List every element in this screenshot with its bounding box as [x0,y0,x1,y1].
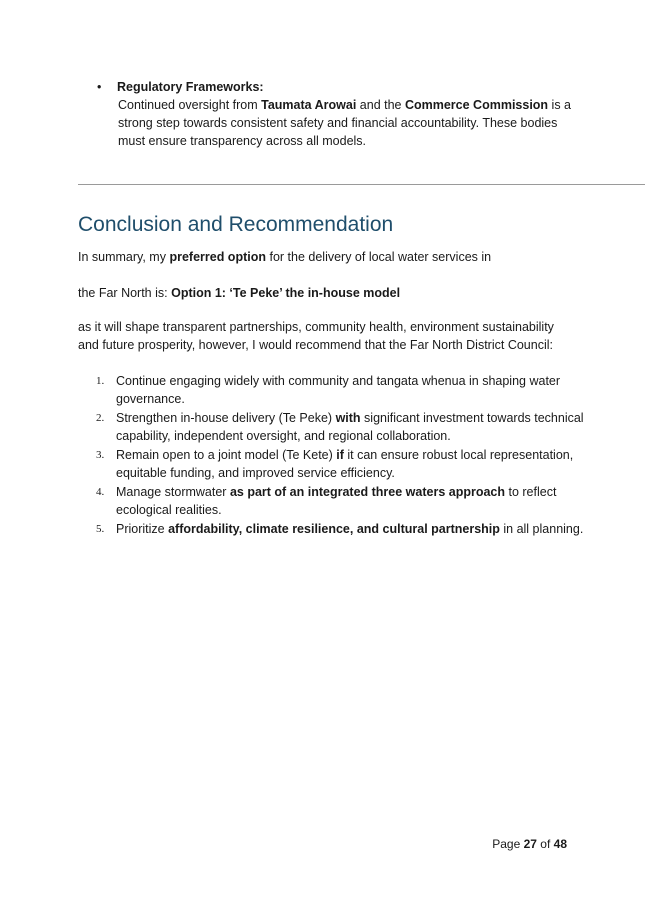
list-item [78,483,588,519]
list-item [78,409,588,445]
recommendation-list [78,372,588,539]
list-text: significant investment towards technical capability, independent oversight, and regional collaboration. [116,411,584,443]
page-of-label: of [536,837,554,851]
list-text: Continue engaging widely with community and tangata whenua in shaping water governance. [116,374,561,406]
summary-paragraph [78,248,491,266]
rationale-paragraph: as it will shape transparent partnerships, community health, environment sustainability and future prosperity, however, I would recommend that the Far North District Council: [78,320,554,352]
list-text: to reflect ecological realities. [116,485,557,517]
list-text: it can ensure robust local representation, equitable funding, and improved service efficiency. [116,448,574,480]
list-item [78,520,588,538]
list-number: 1. [96,375,105,387]
list-item [78,372,588,408]
paragraph-text: the Far North is: [78,286,172,300]
bullet-bold-commerce: Commerce Commission [404,98,549,112]
bullet-text: and the [356,98,405,112]
page-number [492,837,567,851]
list-item [78,446,588,482]
preferred-option-bold: Option 1: ‘Te Peke’ the in-house model [171,286,401,300]
option-paragraph [78,284,400,302]
page-label: Page [492,837,524,851]
list-number: 2. [96,412,105,424]
bullet-bold-taumata: Taumata Arowai [261,98,357,112]
bullet-text: Continued oversight from [118,98,262,112]
list-bold: with [335,411,361,425]
list-text: in all planning. [499,522,584,536]
list-number: 4. [96,486,105,498]
paragraph-text: for the delivery of local water services in [266,250,492,264]
list-text: Manage stormwater [116,485,230,499]
list-text: Remain open to a joint model (Te Kete) [116,448,337,462]
bullet-heading: Regulatory Frameworks: [117,80,264,94]
bullet-body [118,96,578,150]
list-text: Strengthen in-house delivery (Te Peke) [116,411,336,425]
bullet-text: is a strong step towards consistent safety and financial accountability. These bodies must ensure transparency across all models. [118,98,572,148]
list-bold: affordability, climate resilience, and cultural partnership [168,522,500,536]
list-number: 3. [96,449,105,461]
section-heading: Conclusion and Recommendation [78,213,394,236]
list-text: Prioritize [116,522,169,536]
list-bold: if [336,448,344,462]
current-page: 27 [523,837,537,851]
bullet-marker: • [97,80,102,94]
list-bold: as part of an integrated three waters approach [229,485,506,499]
list-number: 5. [96,523,105,535]
total-pages: 48 [553,837,567,851]
paragraph-text: In summary, my [78,250,170,264]
section-divider [78,184,645,185]
paragraph-bold: preferred option [169,250,266,264]
